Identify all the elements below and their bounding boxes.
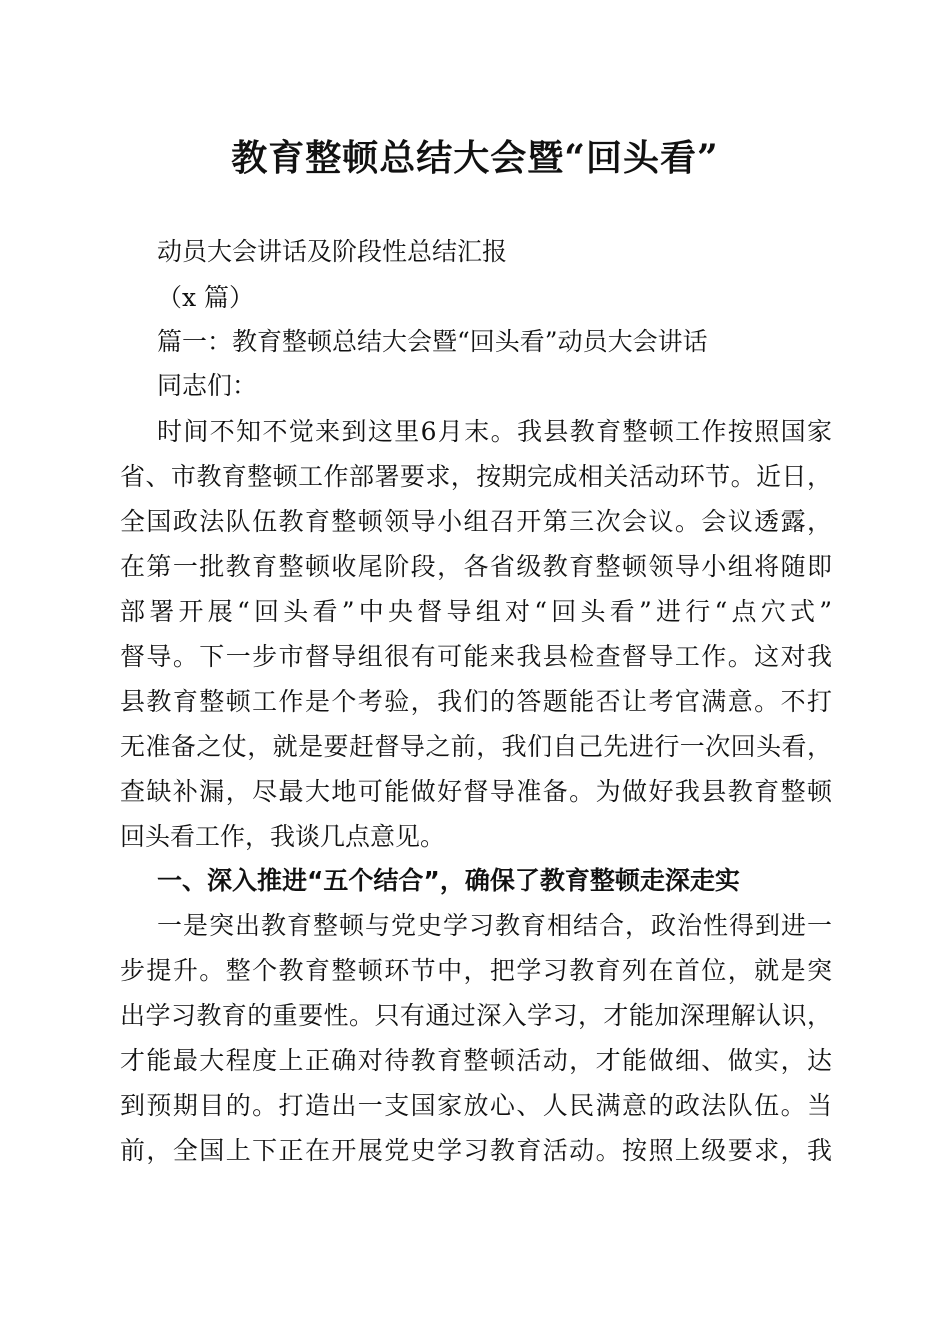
document-count: （x 篇） (157, 283, 255, 312)
paragraph-line: 一是突出教育整顿与党史学习教育相结合，政治性得到进一 (157, 911, 832, 940)
paragraph-line: 全国政法队伍教育整顿领导小组召开第三次会议。会议透露， (120, 507, 832, 536)
paragraph-line: 查缺补漏，尽最大地可能做好督导准备。为做好我县教育整顿 (120, 777, 832, 806)
paragraph-line: 出学习教育的重要性。只有通过深入学习，才能加深理解认识， (120, 1001, 832, 1030)
paragraph-line: 部署开展“回头看”中央督导组对“回头看”进行“点穴式” (120, 597, 832, 626)
salutation: 同志们： (157, 371, 258, 400)
paragraph-line: 时间不知不觉来到这里6月末。我县教育整顿工作按照国家 (157, 417, 832, 446)
part-heading: 篇一：教育整顿总结大会暨“回头看”动员大会讲话 (157, 327, 708, 356)
paragraph-line: 前，全国上下正在开展党史学习教育活动。按照上级要求，我 (120, 1136, 832, 1165)
paragraph-line: 在第一批教育整顿收尾阶段，各省级教育整顿领导小组将随即 (120, 552, 832, 581)
paragraph-line: 无准备之仗，就是要赶督导之前，我们自己先进行一次回头看， (120, 732, 832, 761)
paragraph-line: 督导。下一步市督导组很有可能来我县检查督导工作。这对我 (120, 642, 832, 671)
document-subtitle: 动员大会讲话及阶段性总结汇报 (157, 237, 508, 266)
paragraph-line: 县教育整顿工作是个考验，我们的答题能否让考官满意。不打 (120, 687, 832, 716)
paragraph-line: 步提升。整个教育整顿环节中，把学习教育列在首位，就是突 (120, 956, 832, 985)
paragraph-line: 才能最大程度上正确对待教育整顿活动，才能做细、做实，达 (120, 1046, 832, 1075)
paragraph-line: 到预期目的。打造出一支国家放心、人民满意的政法队伍。当 (120, 1091, 832, 1120)
document-title: 教育整顿总结大会暨“回头看” (231, 137, 719, 179)
paragraph-line: 回头看工作，我谈几点意见。 (120, 822, 446, 851)
section-heading: 一、深入推进“五个结合”，确保了教育整顿走深走实 (157, 866, 740, 895)
paragraph-line: 省、市教育整顿工作部署要求，按期完成相关活动环节。近日， (120, 462, 832, 491)
